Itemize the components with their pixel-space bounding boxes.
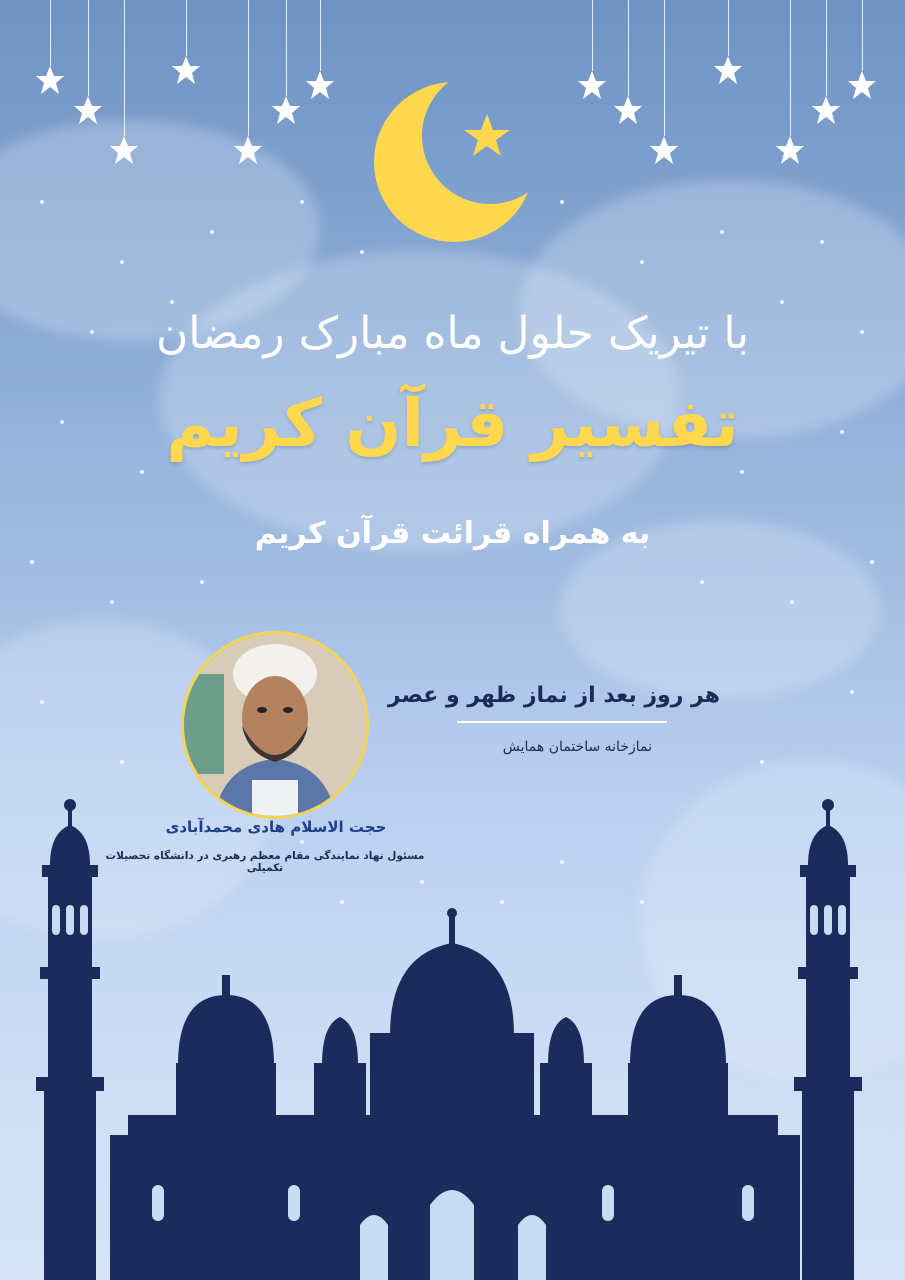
sparkle-dot — [790, 600, 794, 604]
star-string — [862, 0, 863, 71]
sparkle-dot — [850, 690, 854, 694]
star-icon — [613, 95, 643, 125]
sparkle-dot — [40, 200, 44, 204]
sparkle-dot — [870, 560, 874, 564]
star-string — [248, 0, 249, 136]
star-icon — [305, 70, 335, 100]
star-icon — [73, 95, 103, 125]
sparkle-dot — [170, 300, 174, 304]
sparkle-dot — [560, 200, 564, 204]
star-string — [592, 0, 593, 71]
star-icon — [577, 70, 607, 100]
sparkle-dot — [760, 760, 764, 764]
star-icon — [35, 65, 65, 95]
star-icon — [847, 70, 877, 100]
sparkle-dot — [30, 560, 34, 564]
star-string — [50, 0, 51, 66]
star-string — [186, 0, 187, 56]
sparkle-dot — [210, 230, 214, 234]
sparkle-dot — [200, 580, 204, 584]
sparkle-dot — [120, 260, 124, 264]
star-string — [728, 0, 729, 56]
star-icon — [713, 55, 743, 85]
star-icon — [271, 95, 301, 125]
sparkle-dot — [120, 760, 124, 764]
schedule-text: هر روز بعد از نماز ظهر و عصر — [387, 683, 720, 708]
sparkle-dot — [40, 700, 44, 704]
star-string — [88, 0, 89, 96]
speaker-name: حجت الاسلام هادی محمدآبادی — [165, 818, 387, 836]
sparkle-dot — [720, 230, 724, 234]
star-icon — [649, 135, 679, 165]
divider — [457, 721, 667, 723]
star-string — [124, 0, 125, 136]
sparkle-dot — [740, 470, 744, 474]
page-title: تفسیر قرآن کریم — [166, 385, 739, 462]
star-icon — [775, 135, 805, 165]
venue-text: نمازخانه ساختمان همایش — [502, 739, 652, 755]
star-string — [790, 0, 791, 136]
star-icon — [811, 95, 841, 125]
sparkle-dot — [700, 580, 704, 584]
greeting-text: با تیریک حلول ماه مبارک رمضان — [155, 308, 750, 359]
speaker-portrait — [181, 631, 369, 819]
sparkle-dot — [110, 600, 114, 604]
sparkle-dot — [140, 470, 144, 474]
star-string — [320, 0, 321, 71]
star-string — [826, 0, 827, 96]
crescent-moon-icon — [372, 78, 542, 248]
sparkle-dot — [300, 200, 304, 204]
speaker-role: مسئول نهاد نمایندگی مقام معظم رهبری در دانشگاه تحصیلات تکمیلی — [105, 850, 425, 874]
star-icon — [171, 55, 201, 85]
star-string — [664, 0, 665, 136]
sparkle-dot — [780, 300, 784, 304]
star-icon — [109, 135, 139, 165]
star-string — [286, 0, 287, 96]
star-string — [628, 0, 629, 96]
sparkle-dot — [820, 240, 824, 244]
subtitle-text: به همراه قرائت قرآن کریم — [254, 516, 651, 551]
star-icon — [233, 135, 263, 165]
sparkle-dot — [360, 250, 364, 254]
sparkle-dot — [640, 260, 644, 264]
mosque-silhouette — [0, 795, 905, 1280]
